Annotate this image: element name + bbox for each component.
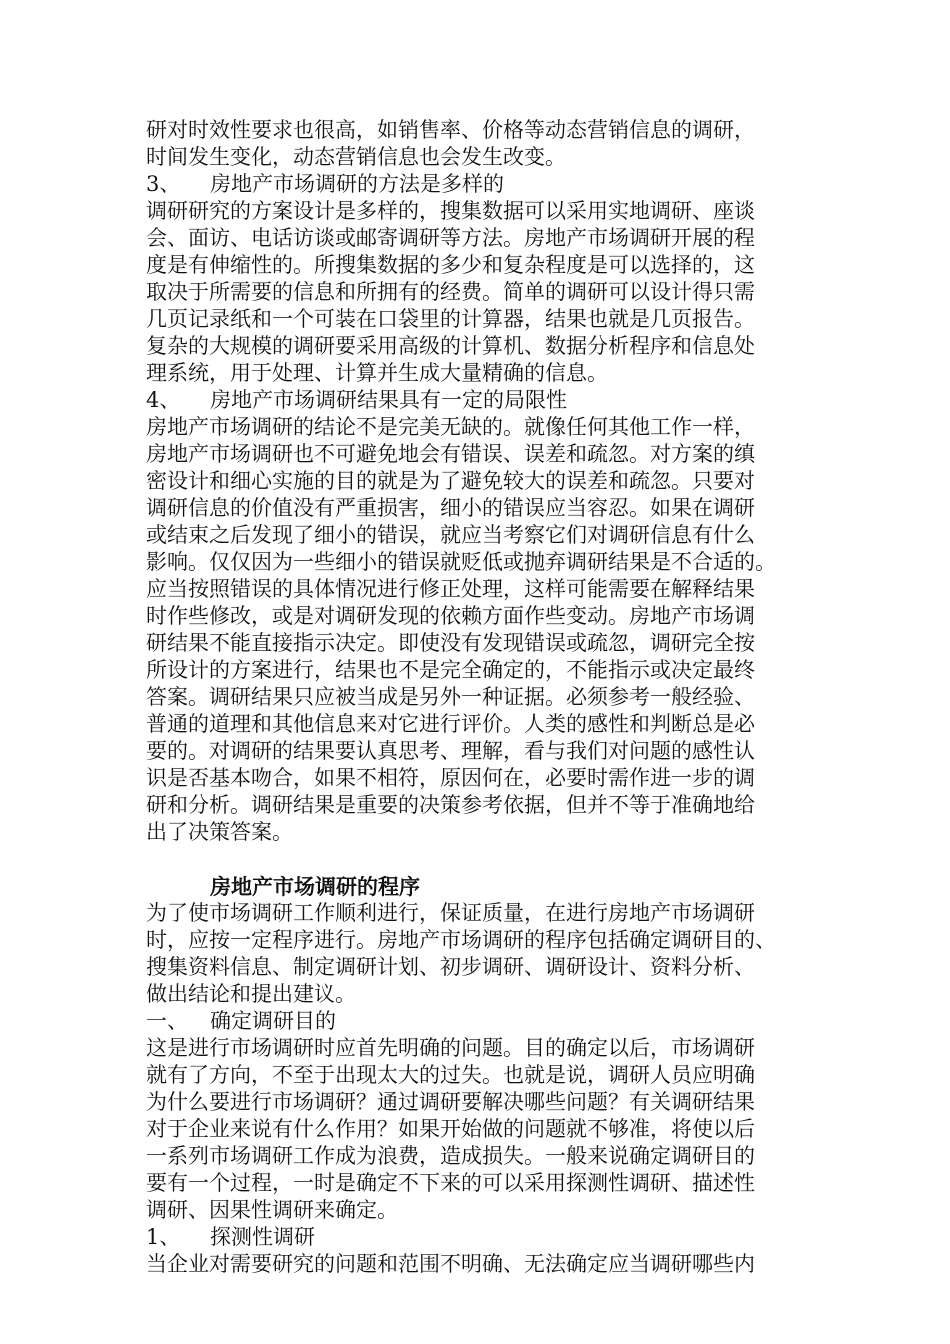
blank-line [146, 846, 836, 873]
text-line: 度是有伸缩性的。所搜集数据的多少和复杂程度是可以选择的，这 [146, 253, 755, 277]
text-line: 要的。对调研的结果要认真思考、理解，看与我们对问题的感性认 [146, 739, 755, 763]
list-item-4 [146, 387, 836, 414]
text-line: 研和分析。调研结果是重要的决策参考依据，但并不等于准确地给 [146, 793, 755, 817]
text-line: 时间发生变化，动态营销信息也会发生改变。 [146, 145, 566, 169]
text-line: 搜集资料信息、制定调研计划、初步调研、调研设计、资料分析、 [146, 955, 755, 979]
text-line: 这是进行市场调研时应首先明确的问题。目的确定以后，市场调研 [146, 1036, 755, 1060]
paragraph-methods [146, 198, 836, 387]
text-line: 一系列市场调研工作成为浪费，造成损失。一般来说确定调研目的 [146, 1144, 755, 1168]
text-line: 密设计和细心实施的目的就是为了避免较大的误差和疏忽。只要对 [146, 469, 755, 493]
text-line: 出了决策答案。 [146, 820, 293, 844]
text-line: 复杂的大规模的调研要采用高级的计算机、数据分析程序和信息处 [146, 334, 755, 358]
paragraph-define-purpose [146, 1035, 836, 1224]
list-item-title: 房地产市场调研结果具有一定的局限性 [210, 388, 567, 412]
text-line: 房地产市场调研也不可避免地会有错误、误差和疏忽。对方案的缜 [146, 442, 755, 466]
text-line: 当企业对需要研究的问题和范围不明确、无法确定应当调研哪些内 [146, 1252, 755, 1276]
list-item-title: 探测性调研 [210, 1225, 315, 1249]
text-line: 时作些修改，或是对调研发现的依赖方面作些变动。房地产市场调 [146, 604, 755, 628]
document-body [146, 117, 836, 1278]
text-line: 对于企业来说有什么作用？如果开始做的问题就不够准，将使以后 [146, 1117, 755, 1141]
list-item-title: 房地产市场调研的方法是多样的 [210, 172, 504, 196]
text-line: 调研、因果性调研来确定。 [146, 1198, 398, 1222]
list-number: 1、 [146, 1225, 181, 1249]
text-line: 要有一个过程，一时是确定不下来的可以采用探测性调研、描述性 [146, 1171, 755, 1195]
text-line: 应当按照错误的具体情况进行修正处理，这样可能需要在解释结果 [146, 577, 755, 601]
text-line: 理系统，用于处理、计算并生成大量精确的信息。 [146, 361, 608, 385]
text-line: 答案。调研结果只应被当成是另外一种证据。必须参考一般经验、 [146, 685, 755, 709]
text-line: 取决于所需要的信息和所拥有的经费。简单的调研可以设计得只需 [146, 280, 755, 304]
text-line: 所设计的方案进行，结果也不是完全确定的，不能指示或决定最终 [146, 658, 755, 682]
list-number: 3、 [146, 172, 181, 196]
text-line: 调研研究的方案设计是多样的，搜集数据可以采用实地调研、座谈 [146, 199, 755, 223]
paragraph-procedure-intro [146, 900, 836, 1008]
text-line: 就有了方向，不至于出现太大的过失。也就是说，调研人员应明确 [146, 1063, 755, 1087]
text-line: 为了使市场调研工作顺利进行，保证质量，在进行房地产市场调研 [146, 901, 755, 925]
text-line: 调研信息的价值没有严重损害，细小的错误应当容忍。如果在调研 [146, 496, 755, 520]
step-item-1 [146, 1008, 836, 1035]
text-line: 普通的道理和其他信息来对它进行评价。人类的感性和判断总是必 [146, 712, 755, 736]
text-line: 研对时效性要求也很高，如销售率、价格等动态营销信息的调研， [146, 118, 755, 142]
text-line: 识是否基本吻合，如果不相符，原因何在，必要时需作进一步的调 [146, 766, 755, 790]
text-line: 会、面访、电话访谈或邮寄调研等方法。房地产市场调研开展的程 [146, 226, 755, 250]
list-item-title: 确定调研目的 [210, 1009, 336, 1033]
text-line: 或结束之后发现了细小的错误，就应当考察它们对调研信息有什么 [146, 523, 755, 547]
text-line: 做出结论和提出建议。 [146, 982, 356, 1006]
paragraph-limitations [146, 414, 836, 846]
paragraph-timeliness [146, 117, 836, 171]
list-number: 4、 [146, 388, 181, 412]
text-line: 影响。仅仅因为一些细小的错误就贬低或抛弃调研结果是不合适的。 [146, 550, 776, 574]
text-line: 为什么要进行市场调研？通过调研要解决哪些问题？有关调研结果 [146, 1090, 755, 1114]
section-heading: 房地产市场调研的程序 [210, 874, 420, 899]
text-line: 几页记录纸和一个可装在口袋里的计算器，结果也就是几页报告。 [146, 307, 755, 331]
text-line: 房地产市场调研的结论不是完美无缺的。就像任何其他工作一样， [146, 415, 755, 439]
text-line: 时，应按一定程序进行。房地产市场调研的程序包括确定调研目的、 [146, 928, 776, 952]
list-item-3 [146, 171, 836, 198]
text-line: 研结果不能直接指示决定。即使没有发现错误或疏忽，调研完全按 [146, 631, 755, 655]
sub-item-1 [146, 1224, 836, 1251]
list-number: 一、 [146, 1009, 188, 1033]
paragraph-exploratory [146, 1251, 836, 1278]
